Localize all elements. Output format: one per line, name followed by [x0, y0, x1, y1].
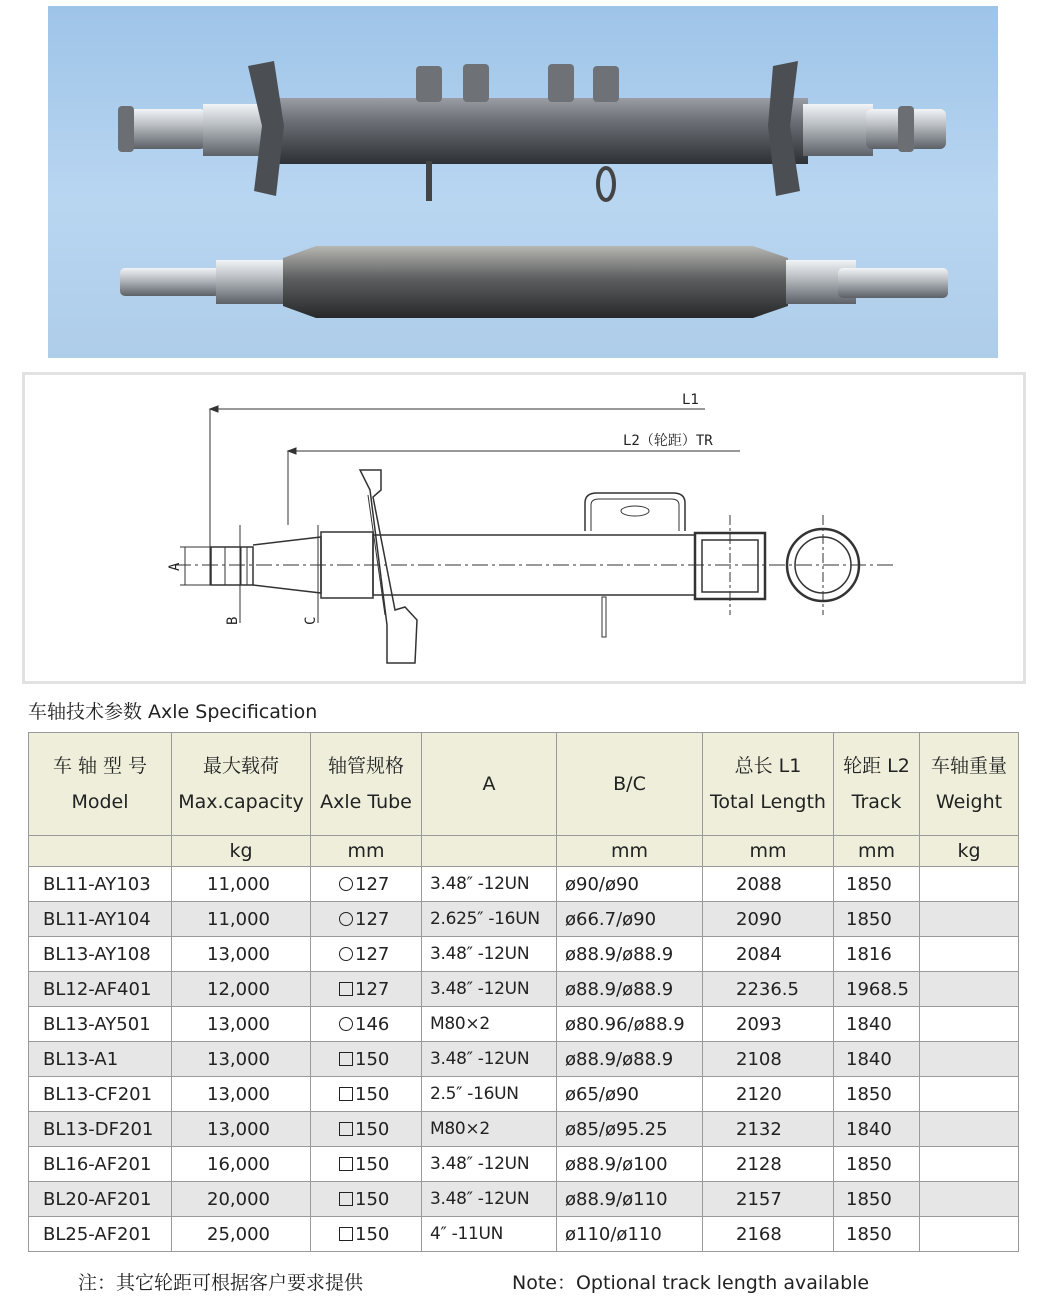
bc-cell: ø88.9/ø88.9	[557, 937, 703, 972]
axle-photo-illustration	[48, 6, 998, 358]
unit-cell: kg	[920, 836, 1019, 867]
column-header	[422, 733, 557, 836]
bc-cell: ø88.9/ø100	[557, 1147, 703, 1182]
axle-tube-cell	[311, 902, 422, 937]
model-cell: BL13-AY108	[29, 937, 172, 972]
column-header	[703, 733, 834, 836]
a-label: A	[167, 562, 183, 571]
square-tube-icon	[339, 1052, 353, 1066]
bc-cell: ø88.9/ø88.9	[557, 1042, 703, 1077]
round-tube-icon	[339, 947, 353, 961]
total-length-cell: 2128	[703, 1147, 834, 1182]
track-cell: 1850	[834, 1217, 920, 1252]
weight-cell	[920, 937, 1019, 972]
column-header	[557, 733, 703, 836]
total-length-cell: 2132	[703, 1112, 834, 1147]
table-row	[29, 1042, 1019, 1077]
weight-cell	[920, 1217, 1019, 1252]
a-cell: 2.625″ -16UN	[422, 902, 557, 937]
capacity-cell: 13,000	[172, 1007, 311, 1042]
table-row	[29, 902, 1019, 937]
a-cell: M80×2	[422, 1112, 557, 1147]
capacity-cell: 13,000	[172, 1112, 311, 1147]
capacity-cell: 20,000	[172, 1182, 311, 1217]
unit-cell	[422, 836, 557, 867]
track-cell: 1968.5	[834, 972, 920, 1007]
round-tube-icon	[339, 877, 353, 891]
weight-cell	[920, 1182, 1019, 1217]
track-cell: 1850	[834, 1147, 920, 1182]
model-cell: BL25-AF201	[29, 1217, 172, 1252]
lower-axle	[120, 246, 948, 318]
bc-cell: ø66.7/ø90	[557, 902, 703, 937]
weight-cell	[920, 1112, 1019, 1147]
square-tube-icon	[339, 982, 353, 996]
square-tube-icon	[339, 1227, 353, 1241]
weight-cell	[920, 867, 1019, 902]
axle-tube-size: 146	[355, 1013, 390, 1035]
round-tube-icon	[339, 912, 353, 926]
model-cell: BL13-DF201	[29, 1112, 172, 1147]
axle-tube-cell	[311, 1112, 422, 1147]
model-cell: BL13-A1	[29, 1042, 172, 1077]
axle-tube-cell	[311, 972, 422, 1007]
track-cell: 1850	[834, 1182, 920, 1217]
axle-tube-cell	[311, 1147, 422, 1182]
a-cell: 3.48″ -12UN	[422, 1042, 557, 1077]
column-header-en: Total Length	[710, 791, 826, 813]
a-cell: 3.48″ -12UN	[422, 937, 557, 972]
b-label: B	[225, 616, 241, 625]
total-length-cell: 2168	[703, 1217, 834, 1252]
weight-cell	[920, 1007, 1019, 1042]
upper-axle	[118, 61, 946, 201]
square-tube-icon	[339, 1122, 353, 1136]
model-cell: BL11-AY104	[29, 902, 172, 937]
c-label: C	[303, 616, 319, 625]
total-length-cell: 2093	[703, 1007, 834, 1042]
a-cell: 4″ -11UN	[422, 1217, 557, 1252]
axle-tube-size: 150	[355, 1118, 390, 1140]
axle-tube-cell	[311, 1007, 422, 1042]
bc-cell: ø110/ø110	[557, 1217, 703, 1252]
capacity-cell: 13,000	[172, 937, 311, 972]
axle-tube-size: 127	[355, 873, 390, 895]
column-header-cn: 最大载荷	[202, 755, 279, 777]
axle-tube-size: 150	[355, 1223, 390, 1245]
capacity-cell: 25,000	[172, 1217, 311, 1252]
table-row	[29, 1077, 1019, 1112]
bc-cell: ø80.96/ø88.9	[557, 1007, 703, 1042]
a-cell: 3.48″ -12UN	[422, 867, 557, 902]
track-cell: 1816	[834, 937, 920, 972]
column-header-cn: 总长 L1	[734, 755, 802, 777]
bc-cell: ø88.9/ø88.9	[557, 972, 703, 1007]
table-row	[29, 937, 1019, 972]
column-header	[311, 733, 422, 836]
table-row	[29, 1182, 1019, 1217]
axle-spec-table	[28, 732, 1019, 1252]
bc-cell: ø90/ø90	[557, 867, 703, 902]
column-header-cn: 车 轴 型 号	[52, 755, 148, 777]
track-cell: 1840	[834, 1042, 920, 1077]
capacity-cell: 11,000	[172, 902, 311, 937]
unit-cell: kg	[172, 836, 311, 867]
axle-tube-size: 127	[355, 908, 390, 930]
axle-tube-size: 150	[355, 1188, 390, 1210]
square-tube-icon	[339, 1157, 353, 1171]
bc-cell: ø85/ø95.25	[557, 1112, 703, 1147]
l2-label: L2（轮距）TR	[623, 433, 713, 449]
total-length-cell: 2108	[703, 1042, 834, 1077]
track-cell: 1840	[834, 1112, 920, 1147]
weight-cell	[920, 902, 1019, 937]
footnote-en: Note：Optional track length available	[512, 1272, 870, 1294]
total-length-cell: 2120	[703, 1077, 834, 1112]
column-header-en: Max.capacity	[178, 791, 304, 813]
a-cell: M80×2	[422, 1007, 557, 1042]
axle-tube-cell	[311, 867, 422, 902]
bc-cell: ø88.9/ø110	[557, 1182, 703, 1217]
weight-cell	[920, 1042, 1019, 1077]
unit-cell: mm	[703, 836, 834, 867]
a-cell: 3.48″ -12UN	[422, 972, 557, 1007]
table-row	[29, 1007, 1019, 1042]
table-row	[29, 867, 1019, 902]
l1-label: L1	[682, 392, 699, 408]
capacity-cell: 13,000	[172, 1042, 311, 1077]
track-cell: 1850	[834, 1077, 920, 1112]
capacity-cell: 11,000	[172, 867, 311, 902]
column-header	[834, 733, 920, 836]
model-cell: BL11-AY103	[29, 867, 172, 902]
footnote-cn: 注：其它轮距可根据客户要求提供	[78, 1272, 364, 1294]
column-header-en: Track	[851, 791, 902, 813]
table-row	[29, 972, 1019, 1007]
unit-cell	[29, 836, 172, 867]
axle-tube-cell	[311, 1077, 422, 1112]
track-cell: 1850	[834, 902, 920, 937]
axle-tube-cell	[311, 1042, 422, 1077]
table-body	[29, 867, 1019, 1252]
model-cell: BL20-AF201	[29, 1182, 172, 1217]
axle-tube-size: 150	[355, 1048, 390, 1070]
total-length-cell: 2088	[703, 867, 834, 902]
axle-photo	[48, 6, 998, 358]
unit-cell: mm	[557, 836, 703, 867]
axle-tube-size: 127	[355, 943, 390, 965]
a-cell: 3.48″ -12UN	[422, 1147, 557, 1182]
capacity-cell: 13,000	[172, 1077, 311, 1112]
weight-cell	[920, 1077, 1019, 1112]
unit-cell: mm	[311, 836, 422, 867]
axle-tube-size: 150	[355, 1083, 390, 1105]
column-header-en: Axle Tube	[320, 791, 412, 813]
column-header-en: Model	[71, 791, 129, 813]
axle-dimension-drawing	[25, 375, 1023, 681]
bc-cell: ø65/ø90	[557, 1077, 703, 1112]
axle-drawing	[22, 372, 1026, 684]
total-length-cell: 2236.5	[703, 972, 834, 1007]
table-header-row	[29, 733, 1019, 836]
axle-tube-size: 150	[355, 1153, 390, 1175]
model-cell: BL12-AF401	[29, 972, 172, 1007]
table-row	[29, 1217, 1019, 1252]
column-header	[29, 733, 172, 836]
unit-cell: mm	[834, 836, 920, 867]
round-tube-icon	[339, 1017, 353, 1031]
weight-cell	[920, 1147, 1019, 1182]
model-cell: BL13-CF201	[29, 1077, 172, 1112]
axle-tube-cell	[311, 1182, 422, 1217]
column-header-en: A	[482, 773, 496, 795]
column-header	[172, 733, 311, 836]
track-cell: 1840	[834, 1007, 920, 1042]
weight-cell	[920, 972, 1019, 1007]
capacity-cell: 16,000	[172, 1147, 311, 1182]
square-tube-icon	[339, 1087, 353, 1101]
total-length-cell: 2084	[703, 937, 834, 972]
column-header-cn: 车轴重量	[930, 755, 1007, 777]
column-header-en: Weight	[935, 791, 1003, 813]
total-length-cell: 2090	[703, 902, 834, 937]
a-cell: 2.5″ -16UN	[422, 1077, 557, 1112]
table-row	[29, 1147, 1019, 1182]
a-cell: 3.48″ -12UN	[422, 1182, 557, 1217]
column-header-en: B/C	[613, 773, 646, 795]
axle-tube-cell	[311, 937, 422, 972]
square-tube-icon	[339, 1192, 353, 1206]
axle-tube-size: 127	[355, 978, 390, 1000]
column-header	[920, 733, 1019, 836]
column-header-cn: 轮距 L2	[843, 755, 910, 777]
spec-title: 车轴技术参数 Axle Specification	[28, 701, 318, 723]
capacity-cell: 12,000	[172, 972, 311, 1007]
model-cell: BL16-AF201	[29, 1147, 172, 1182]
table-row	[29, 1112, 1019, 1147]
total-length-cell: 2157	[703, 1182, 834, 1217]
track-cell: 1850	[834, 867, 920, 902]
axle-tube-cell	[311, 1217, 422, 1252]
column-header-cn: 轴管规格	[327, 755, 404, 777]
table-units-row	[29, 836, 1019, 867]
model-cell: BL13-AY501	[29, 1007, 172, 1042]
